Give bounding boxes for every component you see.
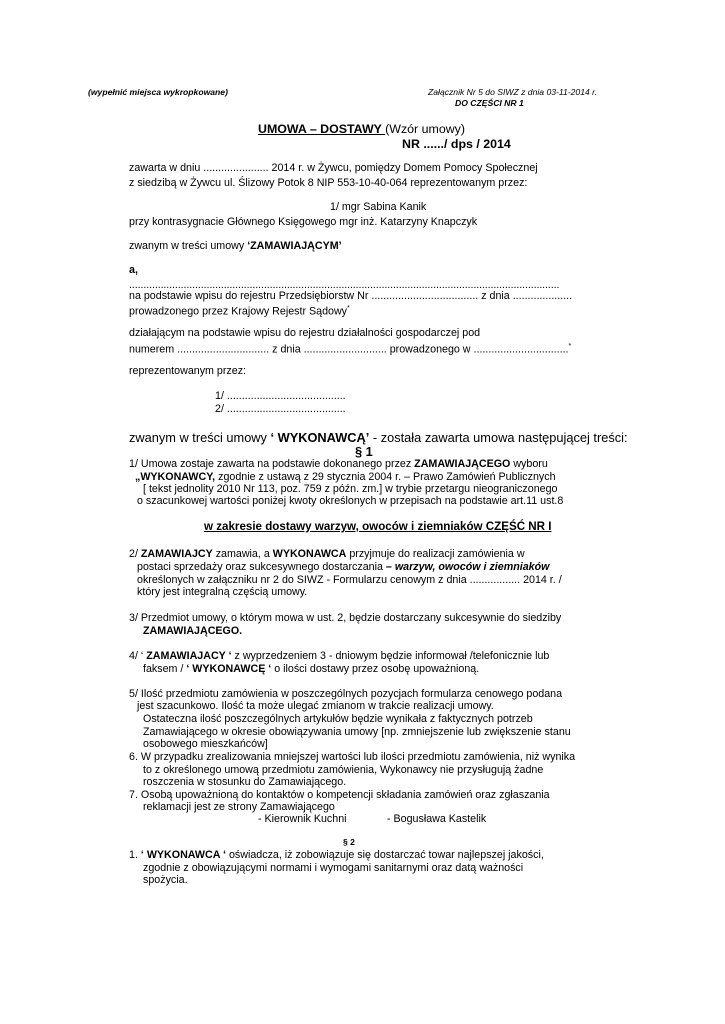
text: postaci sprzedaży oraz sukcesywnego dostarczania — [137, 561, 386, 573]
kitchen-manager-name: - Bogusława Kastelik — [387, 813, 487, 825]
section-2-heading: § 2 — [343, 837, 355, 847]
signatory: 1/ mgr Sabina Kanik — [330, 201, 427, 213]
intro-line-2: z siedzibą w Żywcu ul. Ślizowy Potok 8 NIP 553-10-40-064 reprezentowanym przez: — [129, 177, 528, 189]
s1-p2-line-2 — [137, 561, 549, 573]
s1-p2-line-4: który jest integralną częścią umowy. — [137, 586, 308, 598]
s1-p7-line-1: 7. Osobą upoważnioną do kontaktów o kompetencji składania zamówień oraz zgłaszania — [129, 789, 550, 801]
activity-line-1: działającym na podstawie wpisu do rejestru działalności gospodarczej pod — [129, 327, 481, 339]
called-name: ‘ZAMAWIAJĄCYM’ — [247, 240, 342, 252]
text: 4/ ‘ — [129, 650, 147, 662]
text: o ilości dostawy przez osobę upoważnioną. — [271, 663, 480, 675]
s1-p5-line-3: Ostateczna ilość poszczególnych artykułów będzie wynikała z faktycznych potrzeb — [143, 713, 533, 725]
s1-p2-line-3: określonych w załączniku nr 2 do SIWZ - Formularzu cenowym z dnia ................. 2014 r. / — [137, 574, 562, 586]
text: oświadcza, iż zobowiązuje się dostarczać towar najlepszej jakości, — [226, 849, 544, 861]
s1-p5-line-1: 5/ Ilość przedmiotu zamówienia w poszczególnych pozycjach formularza cenowego podana — [129, 688, 563, 700]
contractor-dots: ...................................................................................................................................................... — [129, 279, 560, 291]
text: zamawia, a — [212, 548, 273, 560]
title-sub: (Wzór umowy) — [385, 122, 465, 136]
section-1-heading: § 1 — [355, 444, 373, 459]
called-prefix: zwanym w treści umowy — [129, 430, 271, 445]
text: 1. — [129, 849, 141, 861]
text: faksem / — [143, 663, 187, 675]
s1-p2-line-1 — [129, 548, 525, 560]
registry-line-2 — [129, 303, 350, 318]
text-bold: ZAMAWIAJACY ‘ — [146, 650, 232, 662]
text: 2/ — [129, 548, 141, 560]
s1-p4-line-1 — [129, 650, 549, 662]
fill-note: (wypełnić miejsca wykropkowane) — [88, 87, 228, 97]
registry-line-1: na podstawie wpisu do rejestru Przedsiębiorstw Nr .................................... z dnia .................... — [129, 290, 573, 302]
s1-p1-line-4: o szacunkowej wartości poniżej kwoty określonych w przepisach na podstawie art.11 ust.8 — [137, 495, 564, 507]
called-prefix: zwanym w treści umowy — [129, 240, 248, 252]
s1-p5-line-4: Zamawiającego w okresie obowiązywania umowy [np. zmniejszenie lub zwiększenie stanu — [143, 726, 571, 738]
text-bold: ZAMAWIAJĄCEGO — [414, 458, 511, 470]
s1-p6-line-2: to z określonego umową przedmiotu zamówienia, Wykonawcy nie przysługują żadne — [143, 764, 544, 776]
text: wyboru — [510, 458, 548, 470]
countersign: przy kontrasygnacie Głównego Księgowego mgr inż. Katarzyny Knapczyk — [129, 216, 478, 228]
text-bold: WYKONAWCA — [272, 548, 347, 560]
text-bold: ‘ WYKONAWCĘ ‘ — [186, 663, 272, 675]
text: 1/ Umowa zostaje zawarta na podstawie dokonanego przez — [129, 458, 415, 470]
attachment-note: Załącznik Nr 5 do SIWZ z dnia 03-11-2014 r. — [428, 87, 598, 97]
registry-text: prowadzonego przez Krajowy Rejestr Sądowy — [129, 305, 348, 318]
s2-p1-line-1 — [129, 849, 544, 861]
text: zgodnie z ustawą z 29 stycznia 2004 r. – Prawo Zamówień Publicznych — [215, 471, 556, 483]
intro-line-1: zawarta w dniu ...................... 2014 r. w Żywcu, pomiędzy Domem Pomocy Społecznej — [129, 162, 538, 174]
called-zamawiajacy — [129, 240, 342, 252]
title-main: UMOWA – DOSTAWY — [258, 122, 386, 136]
text-bold: ‘ WYKONAWCA ‘ — [140, 849, 226, 861]
s1-p6-line-3: roszczenia w stosunku do Zamawiającego. — [143, 776, 347, 788]
called-name: ‘ WYKONAWCĄ’ — [270, 430, 370, 445]
text-bold-italic: – warzyw, owoców i ziemniaków — [385, 561, 550, 573]
text-bold: ZAMAWIAJCY — [140, 548, 213, 560]
representative-1: 1/ ........................................ — [215, 390, 346, 402]
s1-p3-line-1: 3/ Przedmiot umowy, o którym mowa w ust. 2, będzie dostarczany sukcesywnie do siedziby — [129, 612, 562, 624]
s1-p1-line-3: [ tekst jednolity 2010 Nr 113, poz. 759 z późn. zm.] w trybie przetargu nieograniczonego — [143, 483, 558, 495]
called-wykonawca — [129, 430, 628, 445]
called-suffix: - została zawarta umowa następującej treści: — [369, 430, 628, 445]
text: z wyprzedzeniem 3 - dniowym będzie informował /telefonicznie lub — [231, 650, 550, 662]
represented-by: reprezentowanym przez: — [129, 365, 247, 377]
activity-text: numerem ............................... z dnia ............................ prowadzonego w ................................ — [129, 343, 569, 356]
text-bold: „WYKONAWCY, — [135, 471, 216, 483]
asterisk: * — [347, 305, 350, 312]
s1-p4-line-2 — [143, 663, 479, 675]
asterisk: * — [568, 343, 572, 350]
representative-2: 2/ ........................................ — [215, 403, 346, 415]
document-title — [258, 122, 465, 136]
and-label: a, — [129, 264, 138, 276]
s1-p1-line-2 — [135, 471, 556, 483]
scope-heading: w zakresie dostawy warzyw, owoców i ziemniaków CZĘŚĆ NR I — [204, 520, 552, 533]
s1-p3-line-2: ZAMAWIAJĄCEGO. — [143, 625, 243, 637]
s1-p5-line-5: osobowego mieszkańców] — [143, 738, 268, 750]
s1-p7-line-2: reklamacji jest ze strony Zamawiającego — [143, 801, 335, 813]
kitchen-manager-role: - Kierownik Kuchni — [258, 813, 347, 825]
s2-p1-line-3: spożycia. — [143, 874, 188, 886]
s1-p5-line-2: jest szacunkowo. Ilość ta może ulegać zmianom w trakcie realizacji umowy. — [137, 700, 494, 712]
s1-p6-line-1: 6. W przypadku zrealizowania mniejszej wartości lub ilości przedmiotu zamówienia, niż wynika — [129, 751, 576, 763]
s1-p1-line-1 — [129, 458, 548, 470]
text: przyjmuje do realizacji zamówienia w — [346, 548, 525, 560]
contract-number: NR ....../ dps / 2014 — [402, 137, 511, 151]
s2-p1-line-2: zgodnie z obowiązującymi normami i wymogami sanitarnymi oraz datą ważności — [143, 862, 524, 874]
part-note: DO CZĘŚCI NR 1 — [455, 98, 524, 108]
activity-line-2 — [129, 341, 571, 356]
